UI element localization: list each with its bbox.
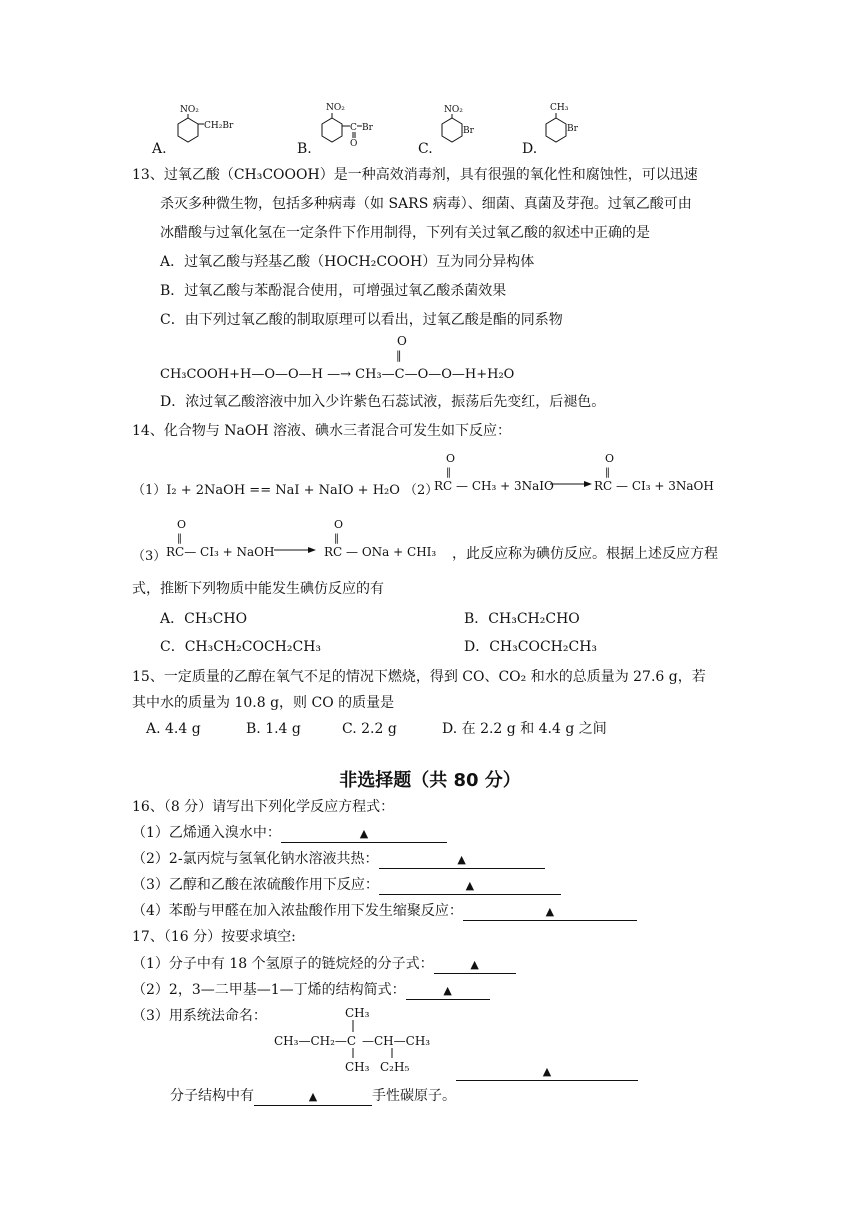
q16-stem: 16、（8 分）请写出下列化学反应方程式：: [132, 799, 395, 815]
bottom-ethyl: C₂H₅: [380, 1060, 410, 1074]
q17-stem: 17、（16 分）按要求填空:: [132, 929, 296, 945]
q17-chiral-line: [170, 1087, 456, 1106]
q15-option-b: B. 1.4 g: [246, 721, 301, 737]
answer-blank[interactable]: [281, 825, 447, 843]
blank-marker: ▲: [465, 879, 475, 892]
q16-part4-text: （4）苯酚与甲醛在加入浓盐酸作用下发生缩聚反应：: [132, 903, 463, 919]
q13-stem-line1: 13、过氧乙酸（CH₃COOOH）是一种高效消毒剂，具有很强的氧化性和腐蚀性，可以迅速: [132, 167, 698, 183]
q15-option-d: D. 在 2.2 g 和 4.4 g 之间: [442, 721, 607, 737]
q16-part1-text: （1）乙烯通入溴水中：: [132, 825, 281, 841]
q14-r2-oxygen-left: O: [446, 452, 456, 465]
q14-reaction-2-label: （2）: [404, 483, 439, 498]
nitro-label: NO₂: [180, 105, 199, 115]
q17-part2-text: （2）2，3—二甲基—1—丁烯的结构简式：: [132, 982, 406, 998]
q17-part3-answer: [456, 1062, 638, 1081]
svg-text:C: C: [350, 123, 357, 133]
q17-part1: [132, 955, 516, 974]
q14-stem: 14、化合物与 NaOH 溶液、碘水三者混合可发生如下反应：: [132, 423, 511, 439]
reaction-arrow-icon: [550, 479, 592, 489]
q14-reaction-3-right: RC — ONa + CHI₃: [324, 545, 437, 559]
q14-option-b: B．CH₃CH₂CHO: [464, 611, 580, 627]
q16-part3: [132, 876, 561, 895]
q14-r3-oxygen-right: O: [334, 518, 344, 531]
q14-r3-oxygen-left: O: [177, 518, 187, 531]
answer-blank[interactable]: [456, 1063, 638, 1081]
svg-text:NO₂: NO₂: [444, 105, 463, 115]
blank-marker: ▲: [470, 958, 479, 971]
svg-text:Br: Br: [463, 126, 474, 136]
svg-text:CH₂Br: CH₂Br: [204, 121, 234, 131]
q16-part4: [132, 902, 637, 921]
q12-option-b-label: B.: [297, 141, 312, 157]
blank-marker: ▲: [545, 905, 555, 918]
q13-eq-double-bond: ‖: [396, 349, 402, 362]
q16-part2-text: （2）2-氯丙烷与氢氧化钠水溶液共热：: [132, 851, 379, 867]
q13-stem-line3: 冰醋酸与过氧化氢在一定条件下作用制得，下列有关过氧乙酸的叙述中正确的是: [160, 225, 650, 241]
q12-option-c-label: C.: [418, 141, 433, 157]
q14-reaction-3-left: RC— CI₃ + NaOH: [166, 545, 275, 559]
main-chain-left: CH₃—CH₂—C: [274, 1034, 357, 1048]
q16-part3-text: （3）乙醇和乙酸在浓硫酸作用下反应：: [132, 877, 379, 893]
main-chain-right: —CH—CH₃: [362, 1034, 431, 1048]
q13-eq-oxygen: O: [397, 334, 407, 348]
q13-equation: CH₃COOH+H—O—O—H —→ CH₃—C—O—O—H+H₂O: [160, 367, 515, 382]
q12-option-b-structure: [312, 100, 382, 152]
q14-reaction-2-right: RC — CI₃ + 3NaOH: [594, 479, 714, 493]
q14-r3-double-bond-right: ‖: [334, 533, 339, 544]
q13-option-c: C．由下列过氧乙酸的制取原理可以看出，过氧乙酸是酯的同系物: [160, 312, 563, 328]
q14-reaction-1: （1）I₂ + 2NaOH == NaI + NaIO + H₂O: [132, 483, 400, 498]
q12-option-a-label: A.: [152, 141, 167, 157]
section-heading: 非选择题（共 80 分）: [339, 770, 521, 791]
q14-reaction-3-label: （3）: [132, 549, 167, 564]
answer-blank[interactable]: [379, 877, 561, 895]
answer-blank[interactable]: [434, 956, 516, 974]
q14-option-a: A．CH₃CHO: [160, 611, 248, 627]
bottom-methyl: CH₃: [345, 1060, 370, 1074]
q14-r3-double-bond-left: ‖: [177, 533, 182, 544]
answer-blank[interactable]: [406, 982, 490, 1000]
q13-stem-line2: 杀灭多种微生物，包括多种病毒（如 SARS 病毒）、细菌、真菌及芽孢。过氧乙酸可由: [160, 196, 692, 212]
q14-stem-line2: 式，推断下列物质中能发生碘仿反应的有: [132, 581, 384, 597]
answer-blank[interactable]: [379, 851, 545, 869]
q12-option-d-label: D.: [522, 141, 538, 157]
q12-option-a-structure: [168, 100, 238, 152]
blank-marker: ▲: [542, 1065, 552, 1078]
q13-option-b: B．过氧乙酸与苯酚混合使用，可增强过氧乙酸杀菌效果: [160, 283, 507, 299]
blank-marker: ▲: [359, 827, 369, 840]
q12-option-d-structure: [536, 100, 596, 152]
blank-marker: ▲: [457, 853, 466, 866]
q17-part1-text: （1）分子中有 18 个氢原子的链烷烃的分子式：: [132, 956, 434, 972]
q13-option-a: A．过氧乙酸与羟基乙酸（HOCH₂COOH）互为同分异构体: [160, 254, 535, 270]
q14-option-c: C．CH₃CH₂COCH₂CH₃: [160, 639, 322, 655]
q17-part2: [132, 981, 490, 1000]
blank-marker: ▲: [443, 984, 452, 997]
answer-blank[interactable]: [463, 903, 637, 921]
top-methyl: CH₃: [345, 1006, 370, 1020]
q12-option-c-structure: [432, 100, 492, 152]
q14-r2-oxygen-right: O: [605, 452, 615, 465]
q16-part2: [132, 850, 545, 869]
q15-stem-line2: 其中水的质量为 10.8 g，则 CO 的质量是: [132, 695, 395, 711]
q15-stem-line1: 15、一定质量的乙醇在氧气不足的情况下燃烧，得到 CO、CO₂ 和水的总质量为 27.6 g，若: [132, 669, 706, 685]
q14-option-d: D．CH₃COCH₂CH₃: [464, 639, 598, 655]
svg-text:O: O: [350, 139, 358, 149]
blank-marker: ▲: [308, 1090, 318, 1103]
svg-text:Br: Br: [567, 124, 578, 134]
chiral-prefix: 分子结构中有: [170, 1088, 254, 1104]
q14-r2-double-bond-right: ‖: [605, 467, 610, 478]
q13-option-d: D．浓过氧乙酸溶液中加入少许紫色石蕊试液，振荡后先变红，后褪色。: [160, 394, 606, 410]
q14-reaction-3-tail: ，此反应称为碘仿反应。根据上述反应方程: [452, 546, 718, 562]
q14-reaction-2-left: RC — CH₃ + 3NaIO: [434, 479, 554, 493]
answer-blank[interactable]: [254, 1088, 372, 1106]
svg-text:Br: Br: [362, 123, 373, 133]
svg-text:NO₂: NO₂: [326, 103, 345, 113]
chiral-suffix: 手性碳原子。: [372, 1088, 456, 1104]
q14-r2-double-bond-left: ‖: [446, 467, 451, 478]
reaction-arrow-icon: [274, 545, 316, 555]
q15-option-a: A. 4.4 g: [146, 721, 201, 737]
q15-option-c: C. 2.2 g: [342, 721, 397, 737]
svg-text:CH₃: CH₃: [550, 103, 569, 113]
q16-part1: [132, 824, 447, 843]
q17-part3: （3）用系统法命名：: [132, 1008, 267, 1024]
